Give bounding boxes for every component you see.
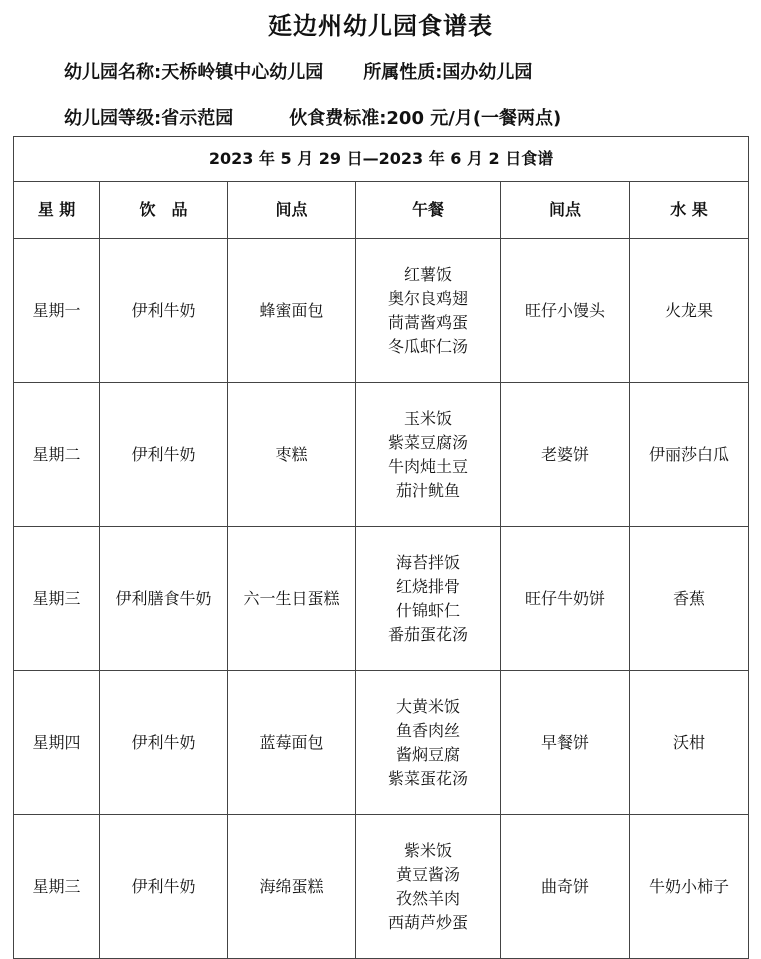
kindergarten-nature-value: 国办幼儿园: [442, 62, 533, 83]
table-row: [14, 527, 749, 671]
cell-snack-afternoon: 早餐饼: [501, 671, 630, 815]
cell-fruit: 火龙果: [630, 239, 749, 383]
cell-snack-morning: 六一生日蛋糕: [228, 527, 356, 671]
page-title: 延边州幼儿园食谱表: [268, 12, 493, 40]
cell-drink: 伊利牛奶: [100, 239, 228, 383]
lunch-dish: 酱焖豆腐: [395, 744, 460, 764]
kindergarten-level-label: 幼儿园等级:: [64, 108, 162, 129]
lunch-dish: 孜然羊肉: [395, 888, 460, 908]
header-drink: 饮 品: [100, 182, 228, 239]
cell-fruit: 牛奶小柿子: [630, 815, 749, 959]
lunch-dish: 茄汁鱿鱼: [395, 480, 460, 500]
meal-fee-label: 伙食费标准:: [289, 108, 387, 129]
cell-fruit: 伊丽莎白瓜: [630, 383, 749, 527]
cell-drink: 伊利牛奶: [100, 383, 228, 527]
lunch-dish: 鱼香肉丝: [395, 720, 460, 740]
header-weekday: 星 期: [14, 182, 100, 239]
cell-snack-afternoon: 旺仔小馒头: [501, 239, 630, 383]
cell-weekday: 星期三: [14, 815, 100, 959]
cell-snack-afternoon: 曲奇饼: [501, 815, 630, 959]
lunch-dish: 红烧排骨: [395, 576, 460, 596]
menu-table: [13, 136, 749, 959]
cell-fruit: 沃柑: [630, 671, 749, 815]
lunch-dish: 紫菜豆腐汤: [387, 432, 468, 452]
cell-weekday: 星期二: [14, 383, 100, 527]
lunch-dish: 番茄蛋花汤: [387, 624, 468, 644]
table-caption: 2023 年 5 月 29 日—2023 年 6 月 2 日食谱: [14, 137, 749, 182]
lunch-dish: 冬瓜虾仁汤: [387, 336, 468, 356]
cell-snack-afternoon: 老婆饼: [501, 383, 630, 527]
cell-drink: 伊利膳食牛奶: [100, 527, 228, 671]
cell-lunch: [356, 527, 501, 671]
lunch-dish: 什锦虾仁: [395, 600, 460, 620]
lunch-dish: 大黄米饭: [395, 696, 460, 716]
cell-fruit: 香蕉: [630, 527, 749, 671]
kindergarten-name-value: 天桥岭镇中心幼儿园: [161, 62, 324, 83]
lunch-dish: 玉米饭: [403, 408, 452, 428]
table-row: [14, 671, 749, 815]
cell-lunch: [356, 815, 501, 959]
lunch-dish: 西葫芦炒蛋: [387, 912, 468, 932]
cell-weekday: 星期四: [14, 671, 100, 815]
lunch-dish: 牛肉炖土豆: [387, 456, 468, 476]
info-line-2: [64, 104, 561, 130]
cell-snack-morning: 蜂蜜面包: [228, 239, 356, 383]
table-header-row: [14, 182, 749, 239]
table-row: [14, 383, 749, 527]
header-snack-afternoon: 间点: [501, 182, 630, 239]
cell-snack-morning: 蓝莓面包: [228, 671, 356, 815]
lunch-dish: 黄豆酱汤: [395, 864, 460, 884]
table-row: [14, 239, 749, 383]
cell-lunch: [356, 671, 501, 815]
cell-drink: 伊利牛奶: [100, 815, 228, 959]
cell-snack-afternoon: 旺仔牛奶饼: [501, 527, 630, 671]
lunch-dish: 紫米饭: [403, 840, 452, 860]
lunch-dish: 茼蒿酱鸡蛋: [387, 312, 468, 332]
lunch-dish: 紫菜蛋花汤: [387, 768, 468, 788]
header-lunch: 午餐: [356, 182, 501, 239]
cell-snack-morning: 枣糕: [228, 383, 356, 527]
table-caption-row: [14, 137, 749, 182]
cell-weekday: 星期三: [14, 527, 100, 671]
kindergarten-level-value: 省示范园: [161, 108, 234, 129]
lunch-dish: 奥尔良鸡翅: [387, 288, 468, 308]
info-line-1: [64, 58, 532, 84]
cell-drink: 伊利牛奶: [100, 671, 228, 815]
cell-lunch: [356, 383, 501, 527]
cell-lunch: [356, 239, 501, 383]
meal-fee-value: 200 元/月(一餐两点): [386, 108, 562, 129]
table-row: [14, 815, 749, 959]
kindergarten-name-label: 幼儿园名称:: [64, 62, 162, 83]
cell-snack-morning: 海绵蛋糕: [228, 815, 356, 959]
header-snack-morning: 间点: [228, 182, 356, 239]
lunch-dish: 红薯饭: [403, 264, 452, 284]
kindergarten-nature-label: 所属性质:: [363, 62, 443, 83]
cell-weekday: 星期一: [14, 239, 100, 383]
lunch-dish: 海苔拌饭: [395, 552, 460, 572]
header-fruit: 水 果: [630, 182, 749, 239]
